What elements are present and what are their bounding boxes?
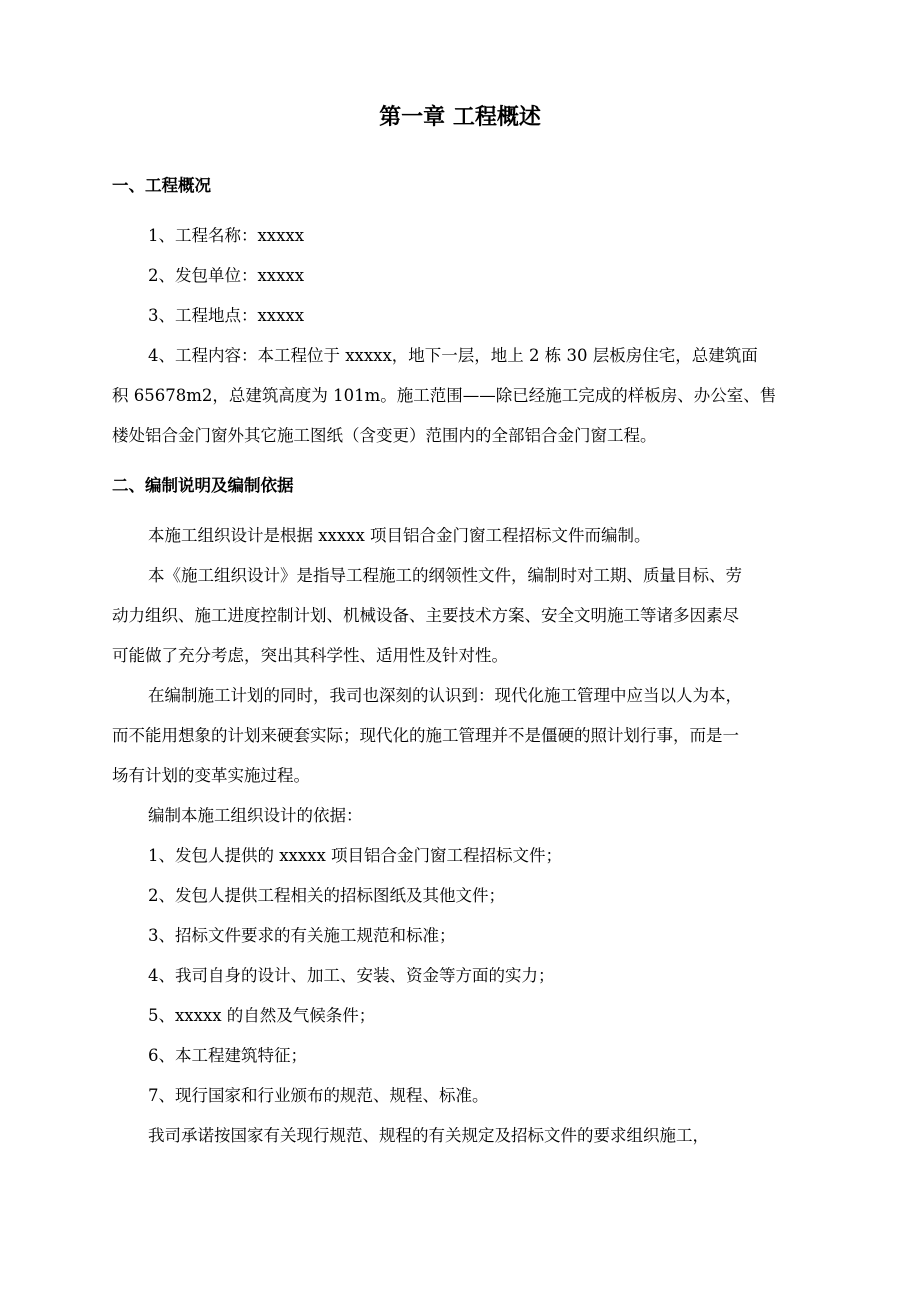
paragraph-line: 在编制施工计划的同时，我司也深刻的认识到：现代化施工管理中应当以人为本， xyxy=(148,686,742,705)
paragraph-line: 可能做了充分考虑，突出其科学性、适用性及针对性。 xyxy=(112,646,508,665)
project-content-line: 楼处铝合金门窗外其它施工图纸（含变更）范围内的全部铝合金门窗工程。 xyxy=(112,426,657,445)
paragraph-line: 本《施工组织设计》是指导工程施工的纲领性文件，编制时对工期、质量目标、劳 xyxy=(148,566,742,585)
paragraph-line: 本施工组织设计是根据 xxxxx 项目铝合金门窗工程招标文件而编制。 xyxy=(148,526,651,545)
contractor-item: 2、发包单位：xxxxx xyxy=(148,266,305,285)
paragraph-line: 而不能用想象的计划来硬套实际；现代化的施工管理并不是僵硬的照计划行事，而是一 xyxy=(112,726,739,745)
page-title: 第一章 工程概述 xyxy=(379,105,541,130)
paragraph-line: 场有计划的变革实施过程。 xyxy=(112,766,310,785)
list-item: 1、发包人提供的 xxxxx 项目铝合金门窗工程招标文件； xyxy=(148,846,563,865)
section-heading-basis: 二、编制说明及编制依据 xyxy=(112,476,294,495)
list-item: 7、现行国家和行业颁布的规范、规程、标准。 xyxy=(148,1086,489,1105)
list-item: 6、本工程建筑特征； xyxy=(148,1046,307,1065)
basis-intro: 编制本施工组织设计的依据： xyxy=(148,806,363,825)
project-location-item: 3、工程地点：xxxxx xyxy=(148,306,305,325)
list-item: 2、发包人提供工程相关的招标图纸及其他文件； xyxy=(148,886,505,905)
section-heading-overview: 一、工程概况 xyxy=(112,176,211,195)
closing-line: 我司承诺按国家有关现行规范、规程的有关规定及招标文件的要求组织施工， xyxy=(148,1126,709,1145)
list-item: 3、招标文件要求的有关施工规范和标准； xyxy=(148,926,456,945)
list-item: 5、xxxxx 的自然及气候条件； xyxy=(148,1006,376,1025)
paragraph-line: 动力组织、施工进度控制计划、机械设备、主要技术方案、安全文明施工等诸多因素尽 xyxy=(112,606,739,625)
project-content-line: 积 65678m2，总建筑高度为 101m。施工范围——除已经施工完成的样板房、办公室、售 xyxy=(112,386,777,405)
project-name-item: 1、工程名称：xxxxx xyxy=(148,226,305,245)
list-item: 4、我司自身的设计、加工、安装、资金等方面的实力； xyxy=(148,966,555,985)
project-content-line: 4、工程内容：本工程位于 xxxxx，地下一层，地上 2 栋 30 层板房住宅，总建筑面 xyxy=(148,346,758,365)
